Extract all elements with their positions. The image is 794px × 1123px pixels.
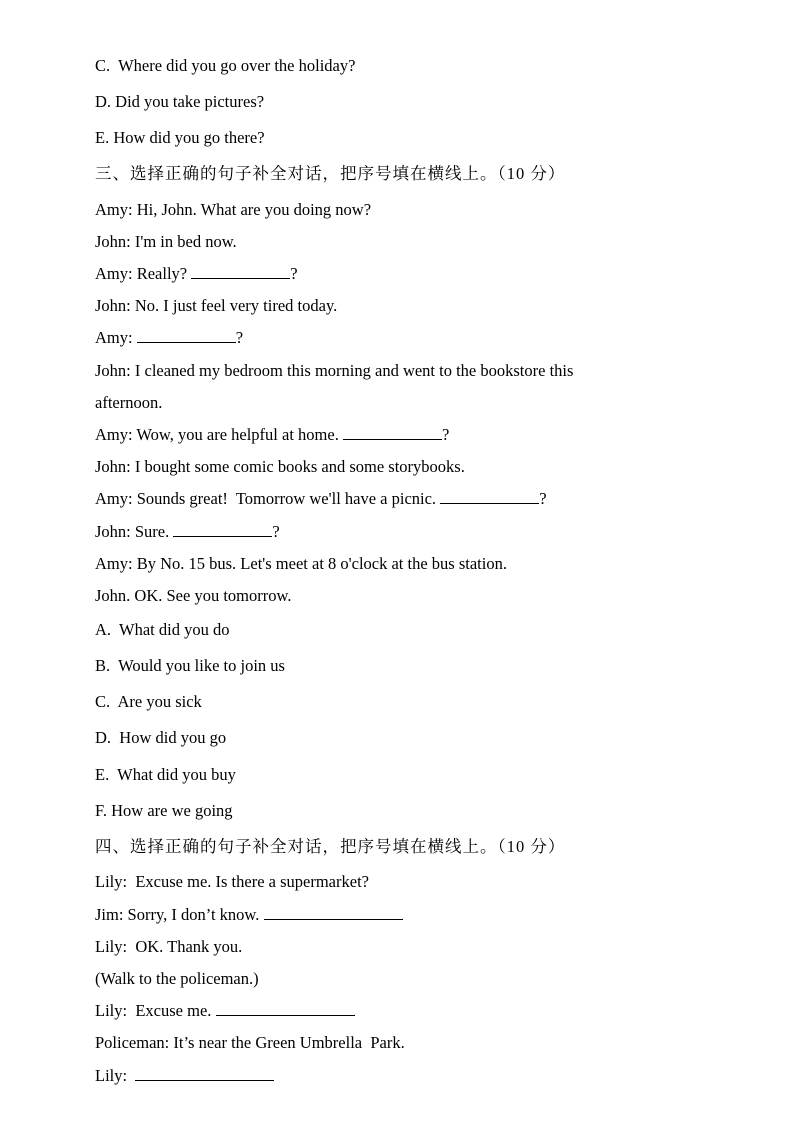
answer-blank-3[interactable] bbox=[343, 425, 442, 440]
s3-option-f: F. How are we going bbox=[95, 801, 233, 820]
s3-line-12: Amy: By No. 15 bus. Let's meet at 8 o'clock at the bus station. bbox=[95, 554, 507, 573]
answer-blank-1[interactable] bbox=[191, 264, 290, 279]
s3-option-a: A. What did you do bbox=[95, 620, 230, 639]
section4-title: 四、选择正确的句子补全对话，把序号填在横线上。（10 分） bbox=[95, 837, 566, 856]
answer-blank-7[interactable] bbox=[216, 1001, 355, 1016]
s3-line-2: John: I'm in bed now. bbox=[95, 232, 237, 251]
s4-line-1: Lily: Excuse me. Is there a supermarket? bbox=[95, 872, 369, 891]
answer-blank-5[interactable] bbox=[173, 522, 272, 537]
s4-line-5: Lily: Excuse me. bbox=[95, 1001, 355, 1021]
s3-option-e: E. What did you buy bbox=[95, 765, 236, 784]
s4-line-3: Lily: OK. Thank you. bbox=[95, 937, 243, 956]
answer-blank-8[interactable] bbox=[135, 1066, 274, 1081]
s3-line-8: Amy: Wow, you are helpful at home. ? bbox=[95, 425, 450, 444]
s3-line-3: Amy: Really? ? bbox=[95, 264, 298, 283]
s3-option-b: B. Would you like to join us bbox=[95, 656, 285, 675]
s4-line-6: Policeman: It’s near the Green Umbrella Park. bbox=[95, 1033, 405, 1052]
answer-blank-4[interactable] bbox=[440, 489, 539, 504]
s3-line-6: John: I cleaned my bedroom this morning and went to the bookstore this bbox=[95, 361, 574, 380]
s3-line-5: Amy: ? bbox=[95, 328, 244, 347]
s3-line-10: Amy: Sounds great! Tomorrow we'll have a picnic. ? bbox=[95, 489, 547, 508]
s4-line-4: (Walk to the policeman.) bbox=[95, 969, 259, 988]
s3-option-d: D. How did you go bbox=[95, 728, 227, 747]
s3-line-11: John: Sure. ? bbox=[95, 522, 280, 541]
answer-blank-2[interactable] bbox=[137, 328, 236, 343]
prev-option-d: D. Did you take pictures? bbox=[95, 92, 265, 111]
section3-title: 三、选择正确的句子补全对话，把序号填在横线上。（10 分） bbox=[95, 164, 566, 183]
s3-line-13: John. OK. See you tomorrow. bbox=[95, 586, 292, 605]
answer-blank-6[interactable] bbox=[264, 905, 403, 920]
s3-line-1: Amy: Hi, John. What are you doing now? bbox=[95, 200, 372, 219]
prev-option-c: C. Where did you go over the holiday? bbox=[95, 56, 356, 75]
s3-line-9: John: I bought some comic books and some storybooks. bbox=[95, 457, 465, 476]
s3-line-4: John: No. I just feel very tired today. bbox=[95, 296, 338, 315]
s4-line-7: Lily: bbox=[95, 1066, 274, 1086]
s4-line-2: Jim: Sorry, I don’t know. bbox=[95, 905, 403, 925]
s3-option-c: C. Are you sick bbox=[95, 692, 202, 711]
prev-option-e: E. How did you go there? bbox=[95, 128, 265, 147]
s3-line-7: afternoon. bbox=[95, 393, 163, 412]
